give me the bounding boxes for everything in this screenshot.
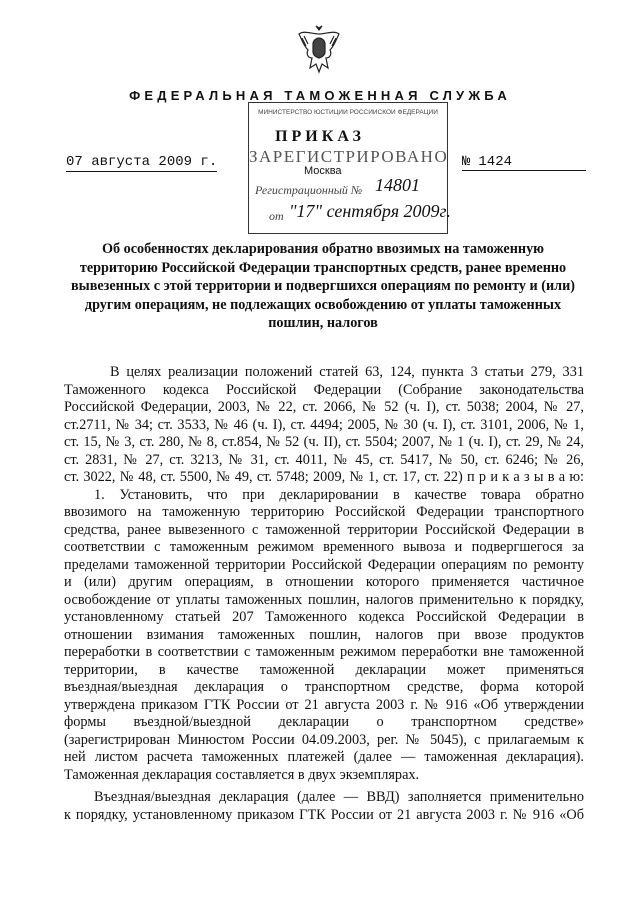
title-line: Об особенностях декларирования обратно ввозимых на таможенную <box>101 241 545 257</box>
body-line: формы въездной/выездной декларации о транспортном средстве» <box>64 714 584 730</box>
body-line: въездная/выездная декларация о транспортном средстве, форма которой <box>64 679 584 695</box>
order-number-field <box>462 154 586 171</box>
body-line: соответствии с таможенным режимом временного вывоза и подвергшегося за <box>64 539 584 555</box>
body-line: и (или) другим операциям, в отношении которого применяется частичное <box>64 574 584 590</box>
body-line: к порядку, установленному приказом ГТК России от 21 августа 2003 г. № 916 «Об <box>64 806 584 823</box>
body-line: ст. 3022, № 48, ст. 5500, № 49, ст. 5748; 2009, № 1, ст. 17, ст. 22) п р и к а з ы в а ю: <box>64 469 584 485</box>
stamp-registered: ЗАРЕГИСТРИРОВАНО <box>249 147 449 166</box>
body-line: отношении взимания таможенных пошлин, налогов при ввозе продуктов <box>64 626 584 643</box>
title-line: пошлин, налогов <box>268 315 378 331</box>
order-number: 1424 <box>478 154 513 170</box>
body-line: Таможенного кодекса Российской Федерации (Собрание законодательства <box>64 381 584 398</box>
agency-name: ФЕДЕРАЛЬНАЯ ТАМОЖЕННАЯ СЛУЖБА <box>129 88 511 103</box>
document-title <box>64 240 582 333</box>
body-line: В целях реализации положений статей 63, 124, пункта 3 статьи 279, 331 <box>110 364 584 380</box>
title-line: другим операциям, не подлежащих освобождению от уплаты таможенных <box>84 296 562 313</box>
stamp-regdate: "17" сентября 2009г. <box>289 201 451 221</box>
body-line: освобождение от уплаты таможенных пошлин, налогов применительно к порядку, <box>64 591 584 608</box>
registration-stamp <box>248 102 451 234</box>
body-line: Таможенная декларация составляется в двух экземплярах. <box>64 766 420 783</box>
body-line: переработки в соответствии с таможенным режимом переработки вне таможенной <box>64 644 584 660</box>
body-line: территории, в качестве таможенной декларации может применяться <box>64 661 584 678</box>
body-line: ст. 15, № 3, ст. 280, № 8, ст.854, № 52 (ч. II), ст. 5504; 2007, № 1 (ч. I), ст. 29, № 24, <box>64 434 584 450</box>
body-line: утверждена приказом ГТК России от 21 августа 2003 г. № 916 «Об утверждении <box>64 696 584 713</box>
stamp-from-label: от <box>269 209 284 223</box>
body-line: ст.2711, № 34; ст. 3533, № 46 (ч. I), ст. 4494; 2005, № 30 (ч. I), ст. 3101, 2006, № 1, <box>64 416 584 433</box>
number-sign: № <box>462 154 471 170</box>
body-line: ней листом расчета таможенных платежей (далее — таможенная декларация). <box>64 749 584 765</box>
body-line: установленному статьей 207 Таможенного кодекса Российской Федерации в <box>64 609 584 625</box>
document-type: ПРИКАЗ <box>275 128 365 145</box>
stamp-regno: 14801 <box>375 175 420 195</box>
body-line: средства, ранее вывезенного с таможенной территории Российской Федерации в <box>64 521 584 538</box>
stamp-ministry: МИНИСТЕРСТВО ЮСТИЦИИ РОССИЙСКОЙ ФЕДЕРАЦИИ <box>258 109 438 116</box>
body-line: 1. Установить, что при декларировании в качестве товара обратно <box>94 486 584 503</box>
body-line: ввозимого на таможенную территорию Российской Федерации транспортного <box>64 504 584 520</box>
body-line: пределами таможенной территории Российской Федерации операциям по ремонту <box>64 556 584 573</box>
document-body <box>64 364 584 824</box>
order-date: 07 августа 2009 г. <box>66 154 218 170</box>
body-line: (зарегистрирован Минюстом России 04.09.2003, рег. № 5045), с прилагаемым к <box>64 731 584 748</box>
title-line: вывезенных с этой территории и подвергшихся операциям по ремонту и (или) <box>70 278 576 294</box>
coat-of-arms-emblem <box>296 24 342 76</box>
body-line: Российской Федерации, 2003, № 22, ст. 2066, № 52 (ч. I), ст. 5038; 2004, № 27, <box>64 399 584 415</box>
title-line: территорию Российской Федерации транспортных средств, ранее временно <box>79 259 567 276</box>
body-line: ст. 2831, № 27, ст. 3213, № 31, ст. 4011, № 45, ст. 5417, № 50, ст. 6246; № 26, <box>64 451 584 468</box>
city: Москва <box>304 165 342 177</box>
stamp-regno-label: Регистрационный № <box>255 183 363 197</box>
body-line: Въездная/выездная декларация (далее — ВВД) заполняется применительно <box>94 789 584 805</box>
